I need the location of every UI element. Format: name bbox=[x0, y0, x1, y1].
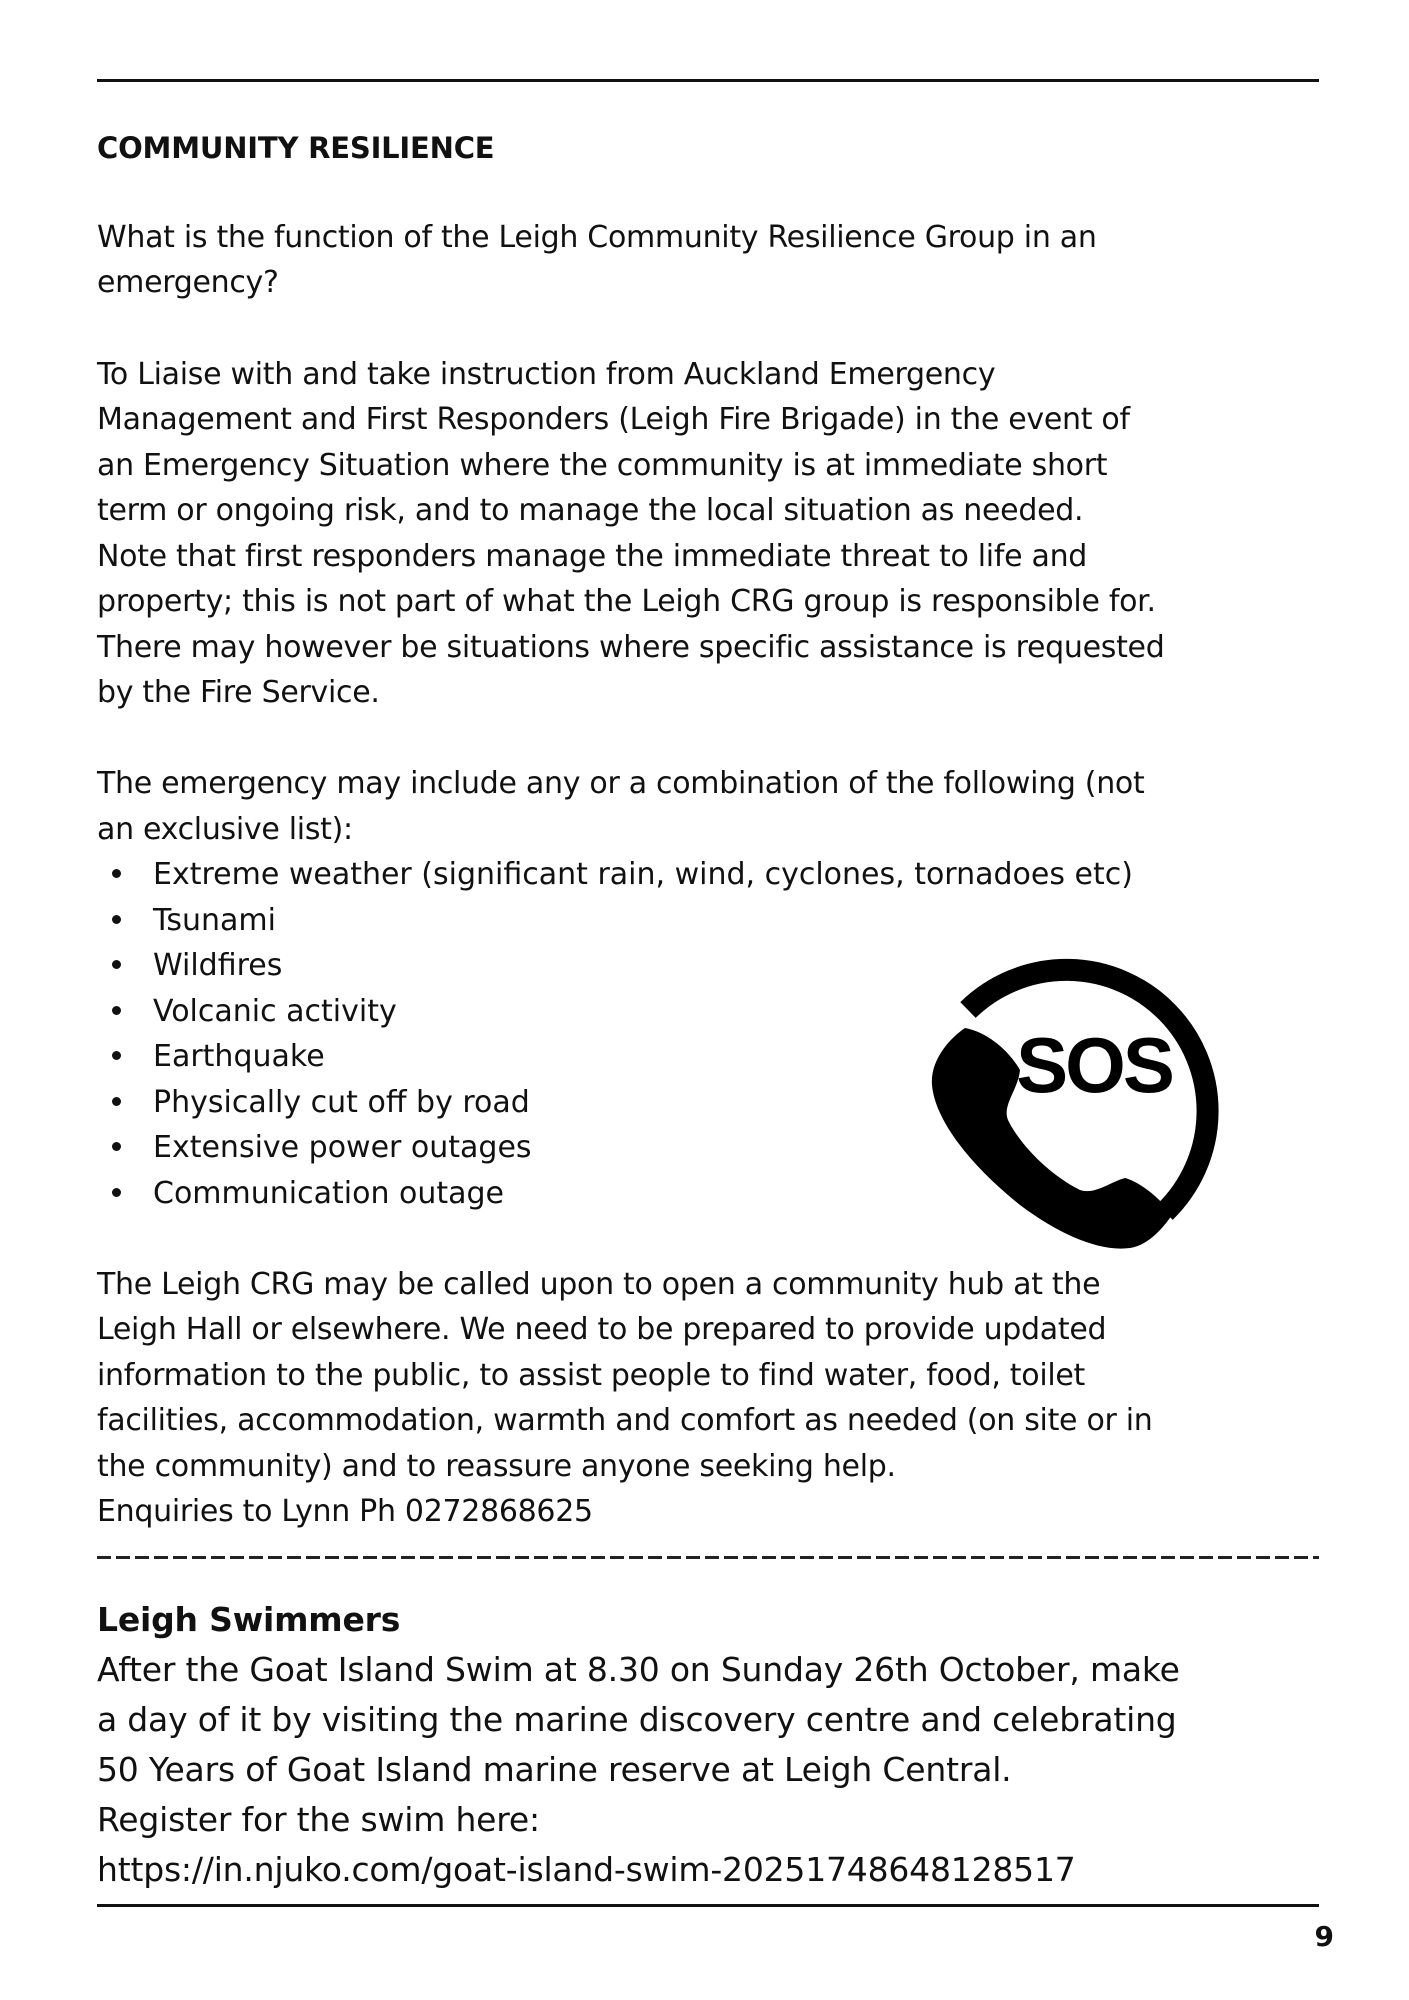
list-item: Tsunami bbox=[112, 903, 276, 939]
swimmers-line: Register for the swim here: bbox=[97, 1800, 540, 1839]
swimmers-line: After the Goat Island Swim at 8.30 on Sunday 26th October, make bbox=[97, 1650, 1180, 1689]
registration-link[interactable]: https://in.njuko.com/goat-island-swim-20251748648128517 bbox=[97, 1850, 1076, 1889]
function-line: term or ongoing risk, and to manage the local situation as needed. bbox=[97, 493, 1084, 528]
hub-line: Leigh Hall or elsewhere. We need to be prepared to provide updated bbox=[97, 1312, 1107, 1347]
list-intro-line: an exclusive list): bbox=[97, 812, 353, 847]
sos-phone-icon bbox=[910, 920, 1250, 1260]
swimmers-line: 50 Years of Goat Island marine reserve at Leigh Central. bbox=[97, 1750, 1012, 1789]
function-line: property; this is not part of what the Leigh CRG group is responsible for. bbox=[97, 584, 1156, 619]
swimmers-line: a day of it by visiting the marine discovery centre and celebrating bbox=[97, 1700, 1177, 1739]
list-item: Communication outage bbox=[112, 1176, 504, 1212]
question-line: What is the function of the Leigh Community Resilience Group in an bbox=[97, 220, 1097, 255]
bullet-icon bbox=[112, 1188, 121, 1197]
function-line: by the Fire Service. bbox=[97, 675, 380, 710]
hub-line: the community) and to reassure anyone seeking help. bbox=[97, 1449, 896, 1484]
function-line: There may however be situations where specific assistance is requested bbox=[97, 630, 1165, 665]
bottom-rule bbox=[97, 1904, 1319, 1907]
bullet-icon bbox=[112, 869, 121, 878]
dashed-divider bbox=[97, 1556, 1319, 1559]
hub-line: The Leigh CRG may be called upon to open a community hub at the bbox=[97, 1267, 1101, 1302]
list-intro-line: The emergency may include any or a combination of the following (not bbox=[97, 766, 1145, 801]
question-line: emergency? bbox=[97, 265, 279, 300]
bullet-icon bbox=[112, 1006, 121, 1015]
contact-line: Enquiries to Lynn Ph 0272868625 bbox=[97, 1494, 593, 1529]
function-line: To Liaise with and take instruction from Auckland Emergency bbox=[97, 357, 996, 392]
section-heading-community-resilience: COMMUNITY RESILIENCE bbox=[97, 131, 495, 165]
bullet-icon bbox=[112, 1051, 121, 1060]
list-item: Physically cut off by road bbox=[112, 1085, 530, 1121]
bullet-icon bbox=[112, 960, 121, 969]
section-heading-leigh-swimmers: Leigh Swimmers bbox=[97, 1600, 401, 1639]
list-item: Extensive power outages bbox=[112, 1130, 532, 1166]
top-rule bbox=[97, 79, 1319, 82]
function-line: an Emergency Situation where the community is at immediate short bbox=[97, 448, 1108, 483]
hub-line: facilities, accommodation, warmth and comfort as needed (on site or in bbox=[97, 1403, 1153, 1438]
bullet-icon bbox=[112, 915, 121, 924]
list-item: Earthquake bbox=[112, 1039, 325, 1075]
list-item: Extreme weather (significant rain, wind, cyclones, tornadoes etc) bbox=[112, 857, 1133, 893]
hub-line: information to the public, to assist people to find water, food, toilet bbox=[97, 1358, 1086, 1393]
bullet-icon bbox=[112, 1142, 121, 1151]
function-line: Note that first responders manage the immediate threat to life and bbox=[97, 539, 1088, 574]
function-line: Management and First Responders (Leigh Fire Brigade) in the event of bbox=[97, 402, 1130, 437]
page-number: 9 bbox=[1314, 1920, 1334, 1953]
sos-text: SOS bbox=[1016, 1021, 1172, 1109]
list-item: Wildfires bbox=[112, 948, 282, 984]
list-item: Volcanic activity bbox=[112, 994, 397, 1030]
bullet-icon bbox=[112, 1097, 121, 1106]
